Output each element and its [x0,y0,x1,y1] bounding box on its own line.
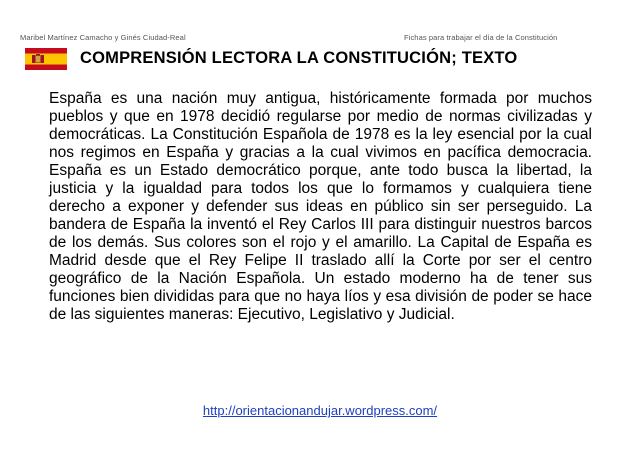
flag-stripe-middle [25,54,67,65]
footer-link[interactable]: http://orientacionandujar.wordpress.com/ [202,403,438,418]
page-title: COMPRENSIÓN LECTORA LA CONSTITUCIÓN; TEXTO [80,49,518,67]
coat-of-arms-icon [32,54,44,63]
flag-stripe-bottom [25,65,67,71]
authors-header: Maribel Martínez Camacho y Ginés Ciudad-Real [20,33,186,42]
reading-text: España es una nación muy antigua, históricamente formada por muchos pueblos y que en 1978 decidió regularse por medio de normas civilizadas y democráticas. La Constitución Española de 1978 es la ley esencial por la cual nos regimos en España y gracias a la cual vivimos en pacífica democracia. España es un Estado democrático porque, ante todo busca la libertad, la justicia y la igualdad para todos los que lo formamos y cualquiera tiene derecho a exponer y defender sus ideas en público sin ser perseguido. La bandera de España la inventó el Rey Carlos III para distinguir nuestros barcos de los demás. Sus colores son el rojo y el amarillo. La Capital de España es Madrid desde que el Rey Felipe II traslado allí la Corte por ser el centro geográfico de la Nación Española. Un estado moderno ha de tener sus funciones bien divididas para que no haya líos y esa división de poder se hace de las siguientes maneras: Ejecutivo, Legislativo y Judicial. [49,90,592,323]
spain-flag-icon [25,48,67,70]
flag-stripe-top [25,48,67,54]
subtitle-header: Fichas para trabajar el día de la Constitución [404,33,558,42]
